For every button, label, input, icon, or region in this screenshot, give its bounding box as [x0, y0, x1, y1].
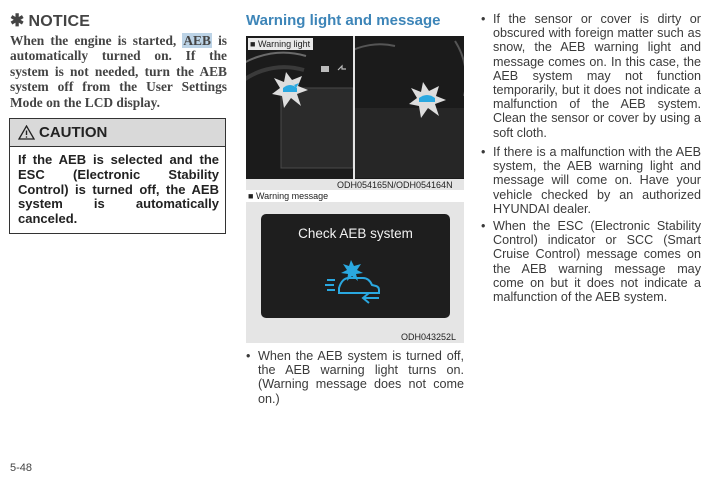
notice-heading [10, 11, 90, 31]
list-item [481, 12, 701, 140]
notice-text-before: When the engine is started, [10, 33, 183, 48]
notice-text-after: is automatically turned on. If the system is not needed, turn the AEB system off from the User Settings Mode on the LCD display. [10, 33, 228, 110]
warning-light-label: ■ Warning light [248, 38, 313, 50]
bullet-icon: • [481, 219, 486, 233]
caution-heading-label: CAUTION [39, 124, 108, 141]
cluster-gauges-right [355, 36, 464, 179]
cluster-image-code: ODH054165N/ODH054164N [337, 180, 453, 190]
bullet-icon: • [481, 145, 486, 159]
warning-message-label: ■ Warning message [248, 191, 329, 201]
list-item-text: If there is a malfunction with the AEB system, the AEB warning light and message will come on. Have your vehicle checked by an authorized HYUNDAI dealer. [493, 145, 701, 216]
warning-triangle-icon [18, 125, 35, 140]
asterisk-icon: ✱ [10, 11, 25, 30]
caution-header [10, 119, 225, 147]
cluster-photo-right [355, 36, 464, 179]
warning-message-label-text: Warning message [255, 191, 329, 201]
cluster-photo-left [246, 36, 353, 179]
section-title: Warning light and message [246, 12, 441, 29]
bullet-icon: • [481, 12, 486, 26]
cluster-gauges-left [246, 36, 353, 179]
aeb-warning-icon [319, 258, 395, 306]
notice-highlight: AEB [183, 33, 211, 48]
list-item [481, 145, 701, 216]
bullet-icon: • [246, 349, 251, 363]
notice-body [10, 33, 227, 110]
message-image-code: ODH043252L [401, 332, 457, 342]
page-number: 5-48 [10, 462, 33, 474]
caution-text: If the AEB is selected and the ESC (Electronic Stability Control) is turned off, the AEB system is automatically canceled. [18, 152, 219, 227]
list-item-text: When the ESC (Electronic Stability Control) indicator or SCC (Smart Cruise Control) message comes on the AEB warning message may come on but it does not indicate a malfunction of the AEB system. [493, 219, 701, 305]
lcd-message: Check AEB system [298, 226, 413, 241]
list-item [481, 219, 701, 304]
caution-box [9, 118, 226, 234]
warning-light-label-text: Warning light [257, 39, 311, 49]
list-item-text: If the sensor or cover is dirty or obscured with foreign matter such as snow, the AEB warning light and message comes on. In this case, the AEB system may not function temporarily, but it does not indicate a malfunction of the AEB system. Clean the sensor or cover by using a soft cloth. [493, 12, 701, 140]
list-item [246, 349, 464, 406]
notice-heading-label: NOTICE [28, 13, 91, 30]
list-item-text: When the AEB system is turned off, the AEB warning light turns on. (Warning message does not come on.) [258, 349, 464, 406]
